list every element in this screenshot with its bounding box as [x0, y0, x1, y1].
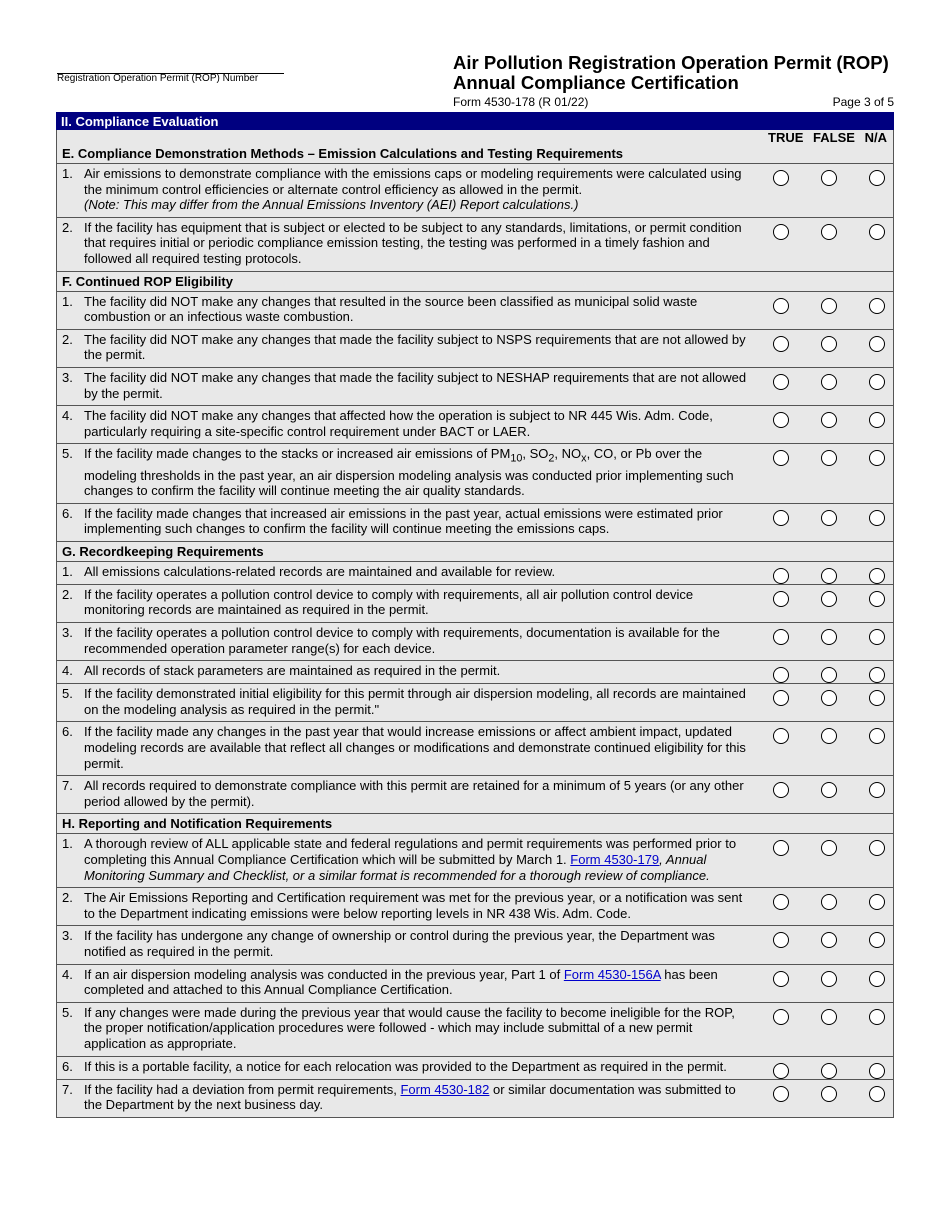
radio-true[interactable]	[773, 1063, 789, 1079]
radio-na[interactable]	[869, 510, 885, 526]
radio-na[interactable]	[869, 374, 885, 390]
column-header-false: FALSE	[813, 130, 855, 145]
item-number: 3.	[57, 926, 85, 964]
radio-cell	[760, 661, 894, 684]
radio-group	[760, 568, 885, 584]
radio-false[interactable]	[821, 690, 837, 706]
radio-group	[760, 690, 885, 706]
item-number: 1.	[57, 291, 85, 329]
item-statement-end: or similar documentation was submitted to the Department by the next business day.	[84, 1081, 736, 1113]
radio-cell	[760, 291, 894, 329]
form-link[interactable]: Form 4530-156A	[563, 966, 661, 982]
radio-false[interactable]	[821, 412, 837, 428]
radio-na[interactable]	[869, 1086, 885, 1102]
item-statement: The facility did NOT make any changes that made the facility subject to NSPS requirements that are not allowed by the permit.	[84, 331, 746, 363]
radio-false[interactable]	[821, 510, 837, 526]
item-statement-part: , SO	[522, 446, 549, 462]
radio-cell	[760, 623, 894, 661]
section-header-row	[57, 113, 894, 130]
item-statement-part: , CO, or Pb over the modeling thresholds in the past year, an air dispersion modeling analysis was conducted prior implementing such changes to confirm the facility will continue meeting the air quality standards.	[84, 446, 734, 499]
subsection-title-G: G. Recordkeeping Requirements	[57, 541, 761, 561]
item-row-f-4	[57, 406, 894, 444]
item-row-g-3	[57, 623, 894, 661]
radio-group	[760, 336, 885, 352]
item-row-e-1	[57, 164, 894, 218]
item-statement-end: , Annual Monitoring Summary and Checklist, or a similar format is recommended for a thorough review of compliance.	[84, 852, 710, 883]
item-row-e-2	[57, 217, 894, 271]
item-text	[84, 661, 760, 684]
item-row-f-5	[57, 444, 894, 503]
radio-cell	[760, 164, 894, 218]
subsection-title-F: F. Continued ROP Eligibility	[57, 271, 761, 291]
radio-cell	[760, 329, 894, 367]
item-statement: If the facility operates a pollution control device to comply with requirements, all air pollution control device monitoring records are maintained as required in the permit.	[84, 586, 694, 618]
radio-true[interactable]	[773, 224, 789, 240]
item-row-g-6	[57, 722, 894, 776]
radio-false[interactable]	[821, 894, 837, 910]
item-statement: The facility did NOT make any changes that resulted in the source been classified as municipal solid waste combustion or an infectious waste combustion.	[84, 293, 698, 325]
radio-na[interactable]	[869, 298, 885, 314]
radio-cell	[760, 926, 894, 964]
item-number: 6.	[57, 503, 85, 541]
radio-na[interactable]	[869, 971, 885, 987]
radio-na[interactable]	[869, 224, 885, 240]
radio-na[interactable]	[869, 782, 885, 798]
section-title: II. Compliance Evaluation	[57, 113, 894, 130]
item-text	[84, 503, 760, 541]
radio-false[interactable]	[821, 374, 837, 390]
radio-false[interactable]	[821, 591, 837, 607]
radio-cell	[760, 722, 894, 776]
radio-true[interactable]	[773, 568, 789, 584]
item-statement: If any changes were made during the previous year that would cause the facility to become ineligible for the ROP, the proper notification/application procedures were followed - which may include submittal of a new permit application as appropriate.	[84, 1004, 735, 1051]
subsection-header-F	[57, 271, 894, 291]
radio-cell	[760, 1002, 894, 1056]
radio-true[interactable]	[773, 450, 789, 466]
item-statement-part: If the facility made changes to the stacks or increased air emissions of PM	[84, 446, 511, 462]
item-number: 5.	[57, 1002, 85, 1056]
item-number: 4.	[57, 661, 85, 684]
radio-na[interactable]	[869, 568, 885, 584]
item-statement: If the facility made any changes in the past year that would increase emissions or affect ambient impact, updated modeling records are available that reflect all changes or modifications and demonstrate continued eligibility for this permit.	[84, 724, 746, 771]
item-row-h-7	[57, 1079, 894, 1117]
radio-group	[760, 374, 885, 390]
radio-group	[760, 450, 885, 466]
radio-cell	[760, 964, 894, 1002]
item-text	[84, 291, 760, 329]
item-statement: If this is a portable facility, a notice for each relocation was provided to the Department as required in the permit.	[84, 1058, 727, 1074]
item-number: 6.	[57, 1056, 85, 1079]
column-header-na: N/A	[864, 130, 887, 145]
item-statement: The Air Emissions Reporting and Certification requirement was met for the previous year, or a notification was sent to the Department indicating emissions were below reporting levels in NR 438 Wis. Adm. Code.	[84, 890, 743, 921]
column-header-cell	[760, 130, 894, 164]
subsection-header-G	[57, 541, 894, 561]
item-text	[84, 1079, 760, 1117]
radio-group	[760, 728, 885, 744]
compliance-table	[56, 112, 894, 1118]
page-number: Page 3 of 5	[832, 95, 894, 109]
radio-true[interactable]	[773, 1086, 789, 1102]
item-number: 4.	[57, 964, 85, 1002]
radio-true[interactable]	[773, 374, 789, 390]
radio-group	[760, 1009, 885, 1025]
item-number: 6.	[57, 722, 85, 776]
radio-false[interactable]	[821, 1009, 837, 1025]
radio-group	[760, 412, 885, 428]
item-number: 2.	[57, 329, 85, 367]
subsection-header-H	[57, 814, 894, 834]
radio-cell	[760, 367, 894, 405]
item-row-g-1	[57, 561, 894, 584]
item-text	[84, 561, 760, 584]
item-text	[84, 1056, 760, 1079]
subscript: 2	[548, 452, 555, 465]
item-statement: The facility did NOT make any changes that made the facility subject to NESHAP requirements that are not allowed by the permit.	[84, 369, 747, 401]
radio-true[interactable]	[773, 894, 789, 910]
radio-cell	[760, 444, 894, 503]
radio-group	[760, 1086, 885, 1102]
item-statement: If an air dispersion modeling analysis was conducted in the previous year, Part 1 of	[84, 966, 564, 982]
item-text	[84, 926, 760, 964]
subsection-title-H: H. Reporting and Notification Requirements	[57, 814, 761, 834]
form-number: Form 4530-178 (R 01/22)	[453, 95, 589, 109]
item-text	[84, 444, 760, 503]
item-row-f-1	[57, 291, 894, 329]
radio-true[interactable]	[773, 932, 789, 948]
radio-false[interactable]	[821, 667, 837, 683]
item-statement: All records required to demonstrate compliance with this permit are retained for a minimum of 5 years (or any other period allowed by the permit).	[84, 778, 744, 809]
subsection-title-E: E. Compliance Demonstration Methods – Emission Calculations and Testing Requirements	[57, 130, 761, 164]
form-link[interactable]: Form 4530-182	[400, 1081, 490, 1097]
subsection-header-E	[57, 130, 894, 164]
radio-group	[760, 932, 885, 948]
radio-na[interactable]	[869, 840, 885, 856]
item-statement: Air emissions to demonstrate compliance with the emissions caps or modeling requirements were calculated using the minimum control efficiencies or alternate control efficiency as allowed in the permit.	[84, 166, 742, 197]
item-text	[84, 684, 760, 722]
radio-na[interactable]	[869, 728, 885, 744]
radio-na[interactable]	[869, 591, 885, 607]
radio-true[interactable]	[773, 591, 789, 607]
form-link[interactable]: Form 4530-179	[570, 852, 660, 867]
radio-cell	[760, 684, 894, 722]
radio-cell	[760, 503, 894, 541]
title-line-1: Air Pollution Registration Operation Permit (ROP)	[453, 52, 889, 73]
item-statement: If the facility had a deviation from permit requirements,	[84, 1081, 401, 1097]
item-number: 1.	[57, 164, 85, 218]
radio-false[interactable]	[821, 224, 837, 240]
item-number: 2.	[57, 217, 85, 271]
radio-cell	[760, 834, 894, 888]
column-header-cell	[760, 814, 894, 834]
item-number: 7.	[57, 776, 85, 814]
radio-cell	[760, 584, 894, 622]
radio-true[interactable]	[773, 298, 789, 314]
radio-false[interactable]	[821, 336, 837, 352]
column-headers	[760, 130, 893, 145]
item-row-h-2	[57, 888, 894, 926]
item-row-g-2	[57, 584, 894, 622]
radio-false[interactable]	[821, 932, 837, 948]
radio-true[interactable]	[773, 690, 789, 706]
radio-true[interactable]	[773, 782, 789, 798]
item-row-g-5	[57, 684, 894, 722]
item-note: (Note: This may differ from the Annual Emissions Inventory (AEI) Report calculations.)	[84, 197, 579, 213]
item-statement: All records of stack parameters are maintained as required in the permit.	[84, 663, 501, 679]
radio-false[interactable]	[821, 298, 837, 314]
subscript: x	[581, 452, 587, 465]
item-statement: If the facility operates a pollution control device to comply with requirements, documentation is available for the recommended operation parameter range(s) for each device.	[84, 625, 720, 656]
radio-false[interactable]	[821, 1063, 837, 1079]
radio-cell	[760, 1056, 894, 1079]
item-text	[84, 217, 760, 271]
form-title	[453, 53, 889, 93]
radio-true[interactable]	[773, 728, 789, 744]
radio-true[interactable]	[773, 412, 789, 428]
radio-na[interactable]	[869, 336, 885, 352]
radio-true[interactable]	[773, 336, 789, 352]
radio-false[interactable]	[821, 170, 837, 186]
item-number: 2.	[57, 584, 85, 622]
item-row-h-4	[57, 964, 894, 1002]
item-row-h-6	[57, 1056, 894, 1079]
item-statement: A thorough review of ALL applicable state and federal regulations and permit requirements was performed prior to completing this Annual Compliance Certification which will be submitted by March 1.	[84, 836, 737, 867]
item-row-h-1	[57, 834, 894, 888]
radio-na[interactable]	[869, 690, 885, 706]
radio-group	[760, 782, 885, 798]
radio-true[interactable]	[773, 667, 789, 683]
item-row-h-3	[57, 926, 894, 964]
item-text	[84, 367, 760, 405]
radio-false[interactable]	[821, 971, 837, 987]
item-text	[84, 888, 760, 926]
item-text	[84, 623, 760, 661]
radio-na[interactable]	[869, 932, 885, 948]
radio-cell	[760, 406, 894, 444]
radio-cell	[760, 888, 894, 926]
radio-true[interactable]	[773, 170, 789, 186]
item-statement: If the facility made changes that increased air emissions in the past year, actual emissions were estimated prior implementing such changes to confirm the facility will continue meeting the emissions caps.	[84, 505, 723, 537]
radio-group	[760, 1063, 885, 1079]
radio-false[interactable]	[821, 782, 837, 798]
radio-true[interactable]	[773, 629, 789, 645]
radio-group	[760, 971, 885, 987]
item-statement-end: has been completed and attached to this Annual Compliance Certification.	[84, 966, 718, 998]
rop-number-label: Registration Operation Permit (ROP) Number	[57, 73, 259, 84]
item-statement: If the facility demonstrated initial eligibility for this permit through air dispersion modeling, all records are maintained on the modeling analysis as required in the permit."	[84, 686, 746, 717]
radio-group	[760, 840, 885, 856]
item-text	[84, 776, 760, 814]
radio-true[interactable]	[773, 840, 789, 856]
radio-na[interactable]	[869, 170, 885, 186]
item-number: 4.	[57, 406, 85, 444]
radio-group	[760, 894, 885, 910]
item-statement: The facility did NOT make any changes that affected how the operation is subject to NR 445 Wis. Adm. Code, particularly requiring a site-specific control requirement under BACT or LAER.	[84, 408, 713, 439]
radio-na[interactable]	[869, 450, 885, 466]
item-text	[84, 964, 760, 1002]
column-header-cell	[760, 271, 894, 291]
radio-group	[760, 591, 885, 607]
item-text	[84, 584, 760, 622]
item-text	[84, 329, 760, 367]
radio-group	[760, 667, 885, 683]
radio-false[interactable]	[821, 568, 837, 584]
column-header-cell	[760, 541, 894, 561]
radio-cell	[760, 561, 894, 584]
radio-na[interactable]	[869, 629, 885, 645]
item-row-g-7	[57, 776, 894, 814]
column-header-true: TRUE	[768, 130, 804, 145]
radio-cell	[760, 217, 894, 271]
item-number: 1.	[57, 561, 85, 584]
item-row-g-4	[57, 661, 894, 684]
radio-group	[760, 298, 885, 314]
item-number: 3.	[57, 623, 85, 661]
radio-true[interactable]	[773, 971, 789, 987]
radio-false[interactable]	[821, 728, 837, 744]
radio-group	[760, 510, 885, 526]
item-statement: If the facility has equipment that is subject or elected to be subject to any standards, limitations, or permit condition that requires initial or periodic compliance emission testing, the testing was performed in a timely fashion and followed all required testing protocols.	[84, 219, 742, 266]
radio-true[interactable]	[773, 1009, 789, 1025]
radio-na[interactable]	[869, 1063, 885, 1079]
item-number: 5.	[57, 684, 85, 722]
radio-false[interactable]	[821, 1086, 837, 1102]
radio-na[interactable]	[869, 667, 885, 683]
radio-true[interactable]	[773, 510, 789, 526]
item-row-f-2	[57, 329, 894, 367]
radio-cell	[760, 1079, 894, 1117]
title-line-2: Annual Compliance Certification	[453, 72, 739, 93]
item-text	[84, 406, 760, 444]
item-row-h-5	[57, 1002, 894, 1056]
item-row-f-3	[57, 367, 894, 405]
item-number: 2.	[57, 888, 85, 926]
item-statement: All emissions calculations-related records are maintained and available for review.	[84, 563, 556, 579]
radio-na[interactable]	[869, 412, 885, 428]
radio-group	[760, 170, 885, 186]
radio-group	[760, 629, 885, 645]
item-text	[84, 1002, 760, 1056]
item-text	[84, 722, 760, 776]
radio-false[interactable]	[821, 629, 837, 645]
item-number: 1.	[57, 834, 85, 888]
item-statement: If the facility has undergone any change of ownership or control during the previous year, the Department was notified as required in the permit.	[84, 928, 715, 959]
radio-group	[760, 224, 885, 240]
item-number: 7.	[57, 1079, 85, 1117]
radio-false[interactable]	[821, 450, 837, 466]
radio-false[interactable]	[821, 840, 837, 856]
item-row-f-6	[57, 503, 894, 541]
item-text	[84, 834, 760, 888]
item-number: 5.	[57, 444, 85, 503]
radio-cell	[760, 776, 894, 814]
radio-na[interactable]	[869, 894, 885, 910]
item-statement-part: , NO	[554, 446, 582, 462]
subscript: 10	[510, 452, 523, 465]
item-number: 3.	[57, 367, 85, 405]
item-text	[84, 164, 760, 218]
radio-na[interactable]	[869, 1009, 885, 1025]
